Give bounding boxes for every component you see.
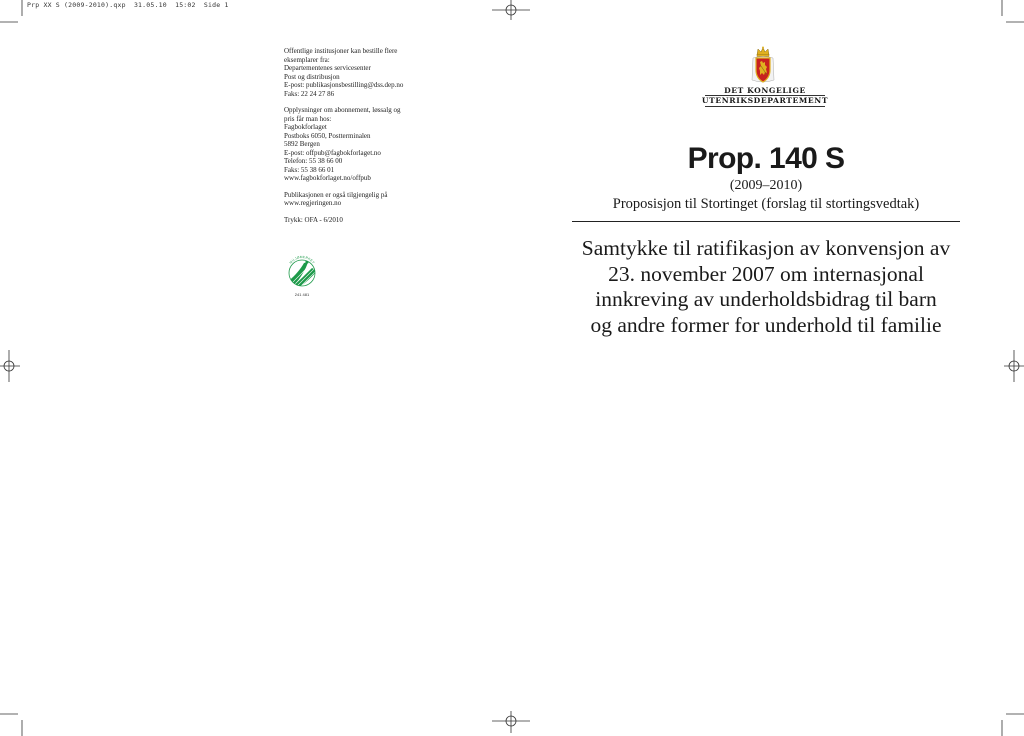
ordering-email: E-post: publikasjonsbestilling@dss.dep.no — [284, 81, 404, 89]
body-title-line: Samtykke til ratifikasjon av konvensjon av — [581, 236, 951, 260]
ordering-block-online — [284, 191, 434, 208]
ordering-fax: Faks: 22 24 27 86 — [284, 89, 335, 98]
proposition-title: Prop. 140 S — [687, 142, 845, 175]
ecolabel-text: MILJØMERKET — [288, 254, 316, 265]
heading-divider — [572, 221, 960, 222]
ordering-phone: Telefon: 55 38 66 00 — [284, 157, 343, 165]
ministry-divider — [705, 106, 825, 107]
ordering-block-public — [284, 47, 434, 98]
ordering-block-subscription — [284, 106, 434, 183]
body-title-line: innkreving av underholdsbidrag til barn — [595, 287, 937, 311]
ordering-line: Fagbokforlaget — [284, 123, 327, 131]
body-title-line: 23. november 2007 om internasjonal — [608, 261, 924, 286]
ministry-divider — [705, 95, 825, 96]
ordering-info — [284, 47, 434, 232]
ordering-line: Offentlige institusjoner kan bestille flere — [284, 47, 398, 55]
proposition-years: (2009–2010) — [729, 178, 803, 193]
print-slug-line: Prp XX S (2009-2010).qxp 31.05.10 15:02 Side 1 — [27, 1, 229, 9]
ministry-name-line1: DET KONGELIGE — [724, 86, 806, 95]
ordering-line: Postboks 6050, Postterminalen — [284, 131, 371, 140]
ordering-line: 5892 Bergen — [284, 140, 320, 148]
ordering-line: eksemplarer fra: — [284, 55, 330, 64]
ordering-line: Departementenes servicesenter — [284, 64, 371, 72]
ordering-fax: Faks: 55 38 66 01 — [284, 165, 335, 174]
ecolabel-number: 241 481 — [294, 292, 310, 297]
ordering-website: www.regjeringen.no — [284, 199, 342, 207]
ordering-email: E-post: offpub@fagbokforlaget.no — [284, 148, 381, 157]
proposition-subtitle: Proposisjon til Stortinget (forslag til stortingsvedtak) — [612, 196, 920, 212]
print-info: Trykk: OFA - 6/2010 — [284, 215, 343, 224]
proposition-body-title — [566, 236, 966, 338]
body-title-line: og andre former for underhold til familie — [590, 312, 942, 337]
ministry-name-line2: UTENRIKSDEPARTEMENT — [701, 95, 829, 105]
ordering-line: Opplysninger om abonnement, løssalg og — [284, 106, 401, 114]
royal-coat-of-arms-icon — [748, 46, 778, 84]
ordering-line: Publikasjonen er også tilgjengelig på — [284, 190, 388, 199]
ordering-block-print — [284, 216, 434, 225]
ordering-line: Post og distribusjon — [284, 72, 340, 81]
ordering-website: www.fagbokforlaget.no/offpub — [284, 174, 371, 182]
ordering-line: pris får man hos: — [284, 114, 332, 123]
